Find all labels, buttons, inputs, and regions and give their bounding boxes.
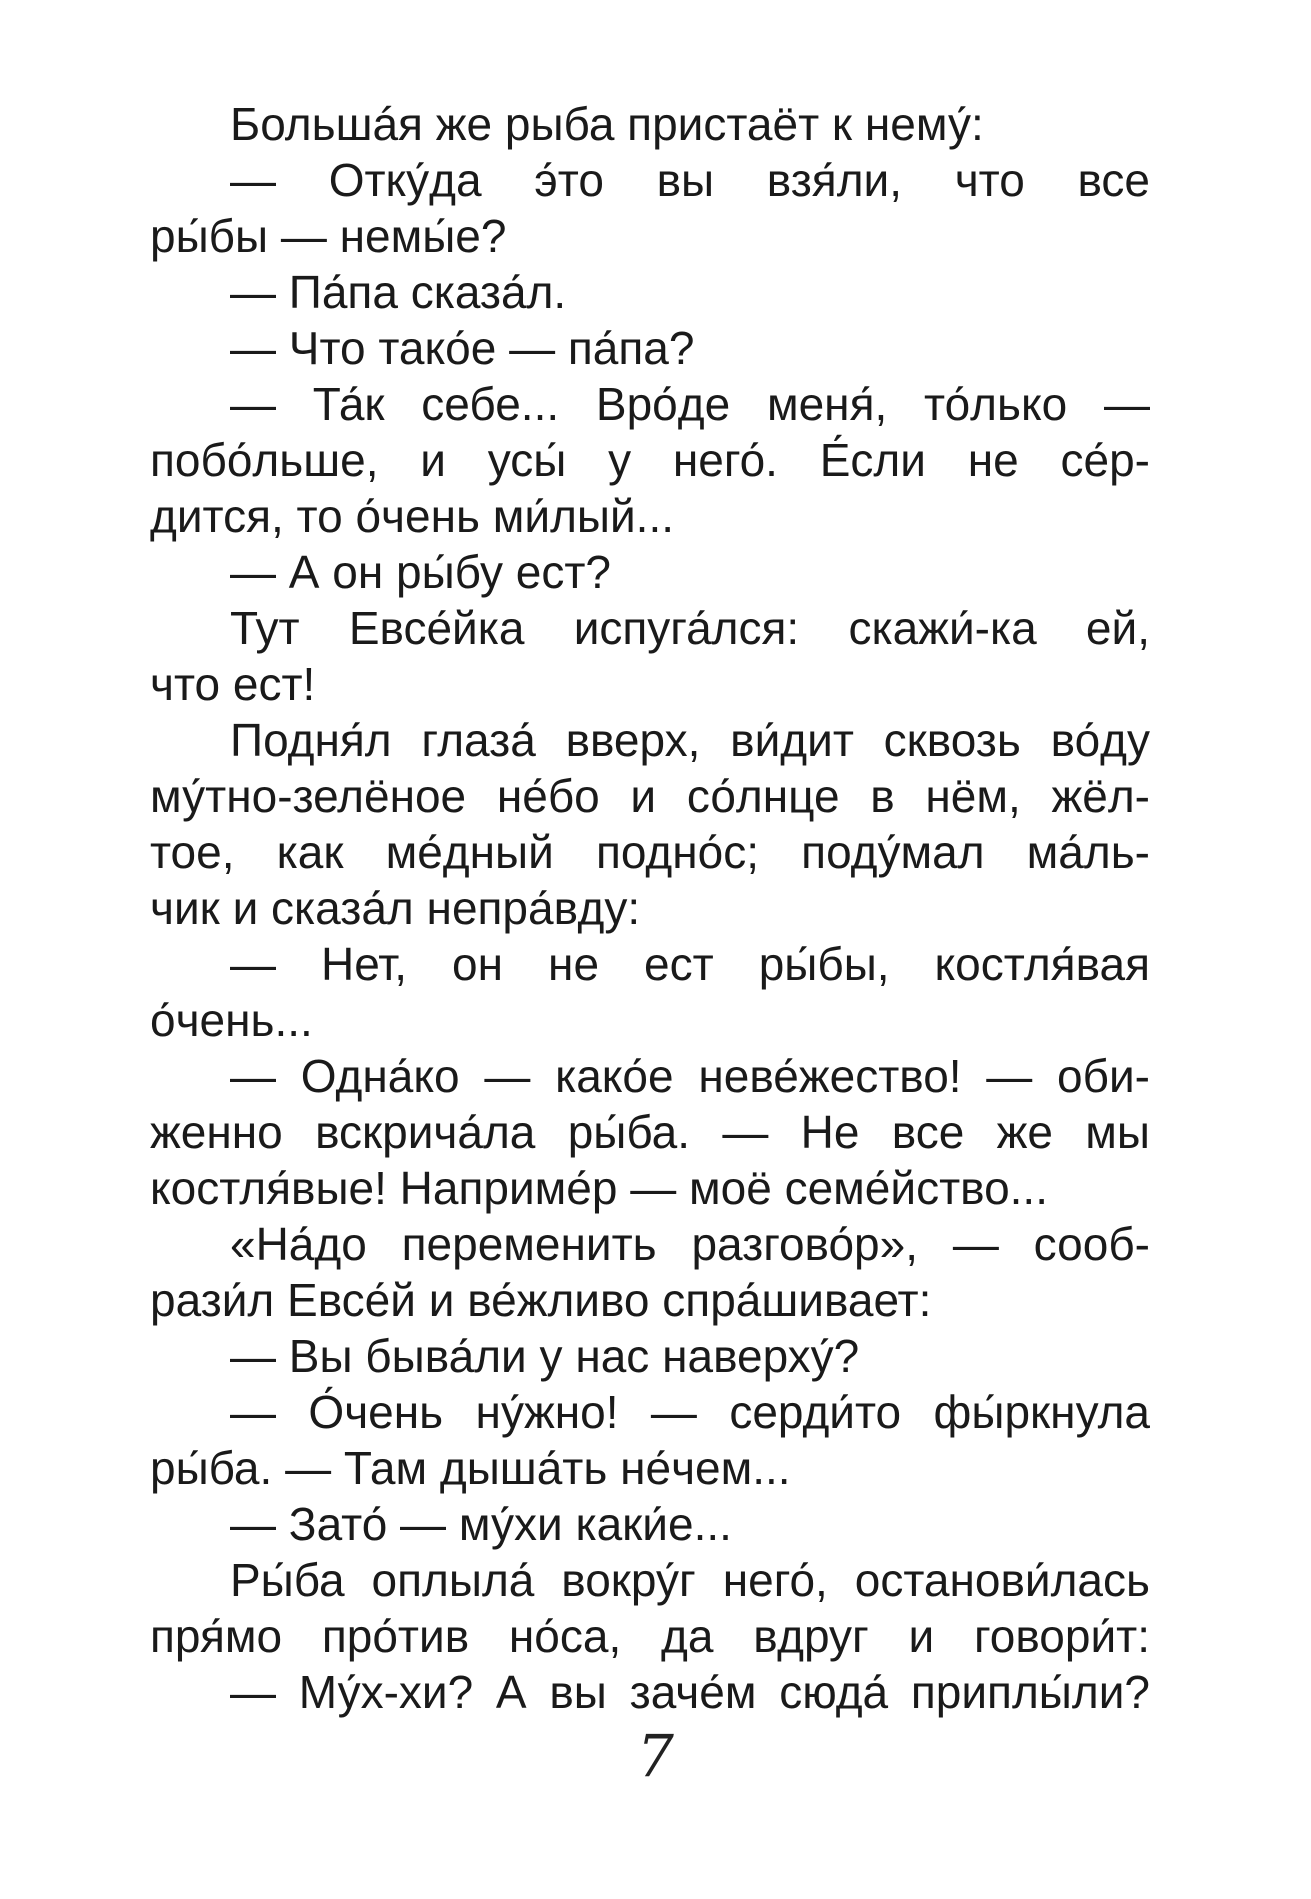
text-line: — Зато́ — му́хи каки́е...: [230, 1498, 732, 1550]
text-line: — Па́па сказа́л.: [230, 266, 567, 318]
text-line: — А он ры́бу ест?: [230, 546, 612, 598]
text-line: му́тно-зелёное не́бо и со́лнце в нём, жёл-: [150, 770, 1150, 822]
text-line: — Та́к себе... Вро́де меня́, то́лько —: [230, 378, 1150, 430]
text-line: пря́мо про́тив но́са, да вдруг и говори́т:: [150, 1610, 1150, 1662]
page-number: 7: [637, 1722, 674, 1790]
text-line: — Нет, он не ест ры́бы, костля́вая: [230, 938, 1150, 990]
text-line: ры́бы — немы́е?: [150, 210, 507, 262]
text-line: — Одна́ко — како́е неве́жество! — оби-: [230, 1050, 1150, 1102]
text-line: Тут Евсе́йка испуга́лся: скажи́-ка ей,: [230, 602, 1150, 654]
text-line: Большáя же рыба пристаёт к нему́:: [230, 98, 984, 150]
text-line: о́чень...: [150, 994, 313, 1046]
text-line: ры́ба. — Там дыша́ть не́чем...: [150, 1442, 791, 1494]
text-line: — Му́х-хи? А вы заче́м сюда́ приплы́ли?: [230, 1666, 1150, 1718]
text-line: рази́л Евсе́й и ве́жливо спра́шивает:: [150, 1274, 932, 1326]
text-line: — Отку́да э́то вы взя́ли, что все: [230, 154, 1150, 206]
story-text: [150, 96, 1150, 1720]
text-line: чик и сказа́л непра́вду:: [150, 882, 641, 934]
text-line: Подня́л глаза́ вверх, ви́дит сквозь во́ду: [230, 714, 1150, 766]
text-line: — О́чень ну́жно! — серди́то фы́ркнула: [230, 1386, 1150, 1438]
text-line: дится, то о́чень ми́лый...: [150, 490, 675, 542]
text-line: женно вскрича́ла ры́ба. — Не все же мы: [150, 1106, 1150, 1158]
text-line: «На́до переменить разгово́р», — сооб-: [230, 1218, 1150, 1270]
text-line: тое, как ме́дный подно́с; поду́мал ма́ль-: [150, 826, 1150, 878]
text-line: что ест!: [150, 658, 316, 710]
text-line: — Вы быва́ли у нас наверху́?: [230, 1330, 860, 1382]
page-body: [150, 96, 1150, 1720]
text-line: — Что тако́е — па́па?: [230, 322, 695, 374]
text-line: побо́льше, и усы́ у него́. Е́сли не се́р-: [150, 434, 1150, 486]
text-line: Ры́ба оплыла́ вокру́г него́, останови́лась: [230, 1554, 1150, 1606]
text-line: костля́вые! Наприме́р — моё семе́йство...: [150, 1162, 1048, 1214]
